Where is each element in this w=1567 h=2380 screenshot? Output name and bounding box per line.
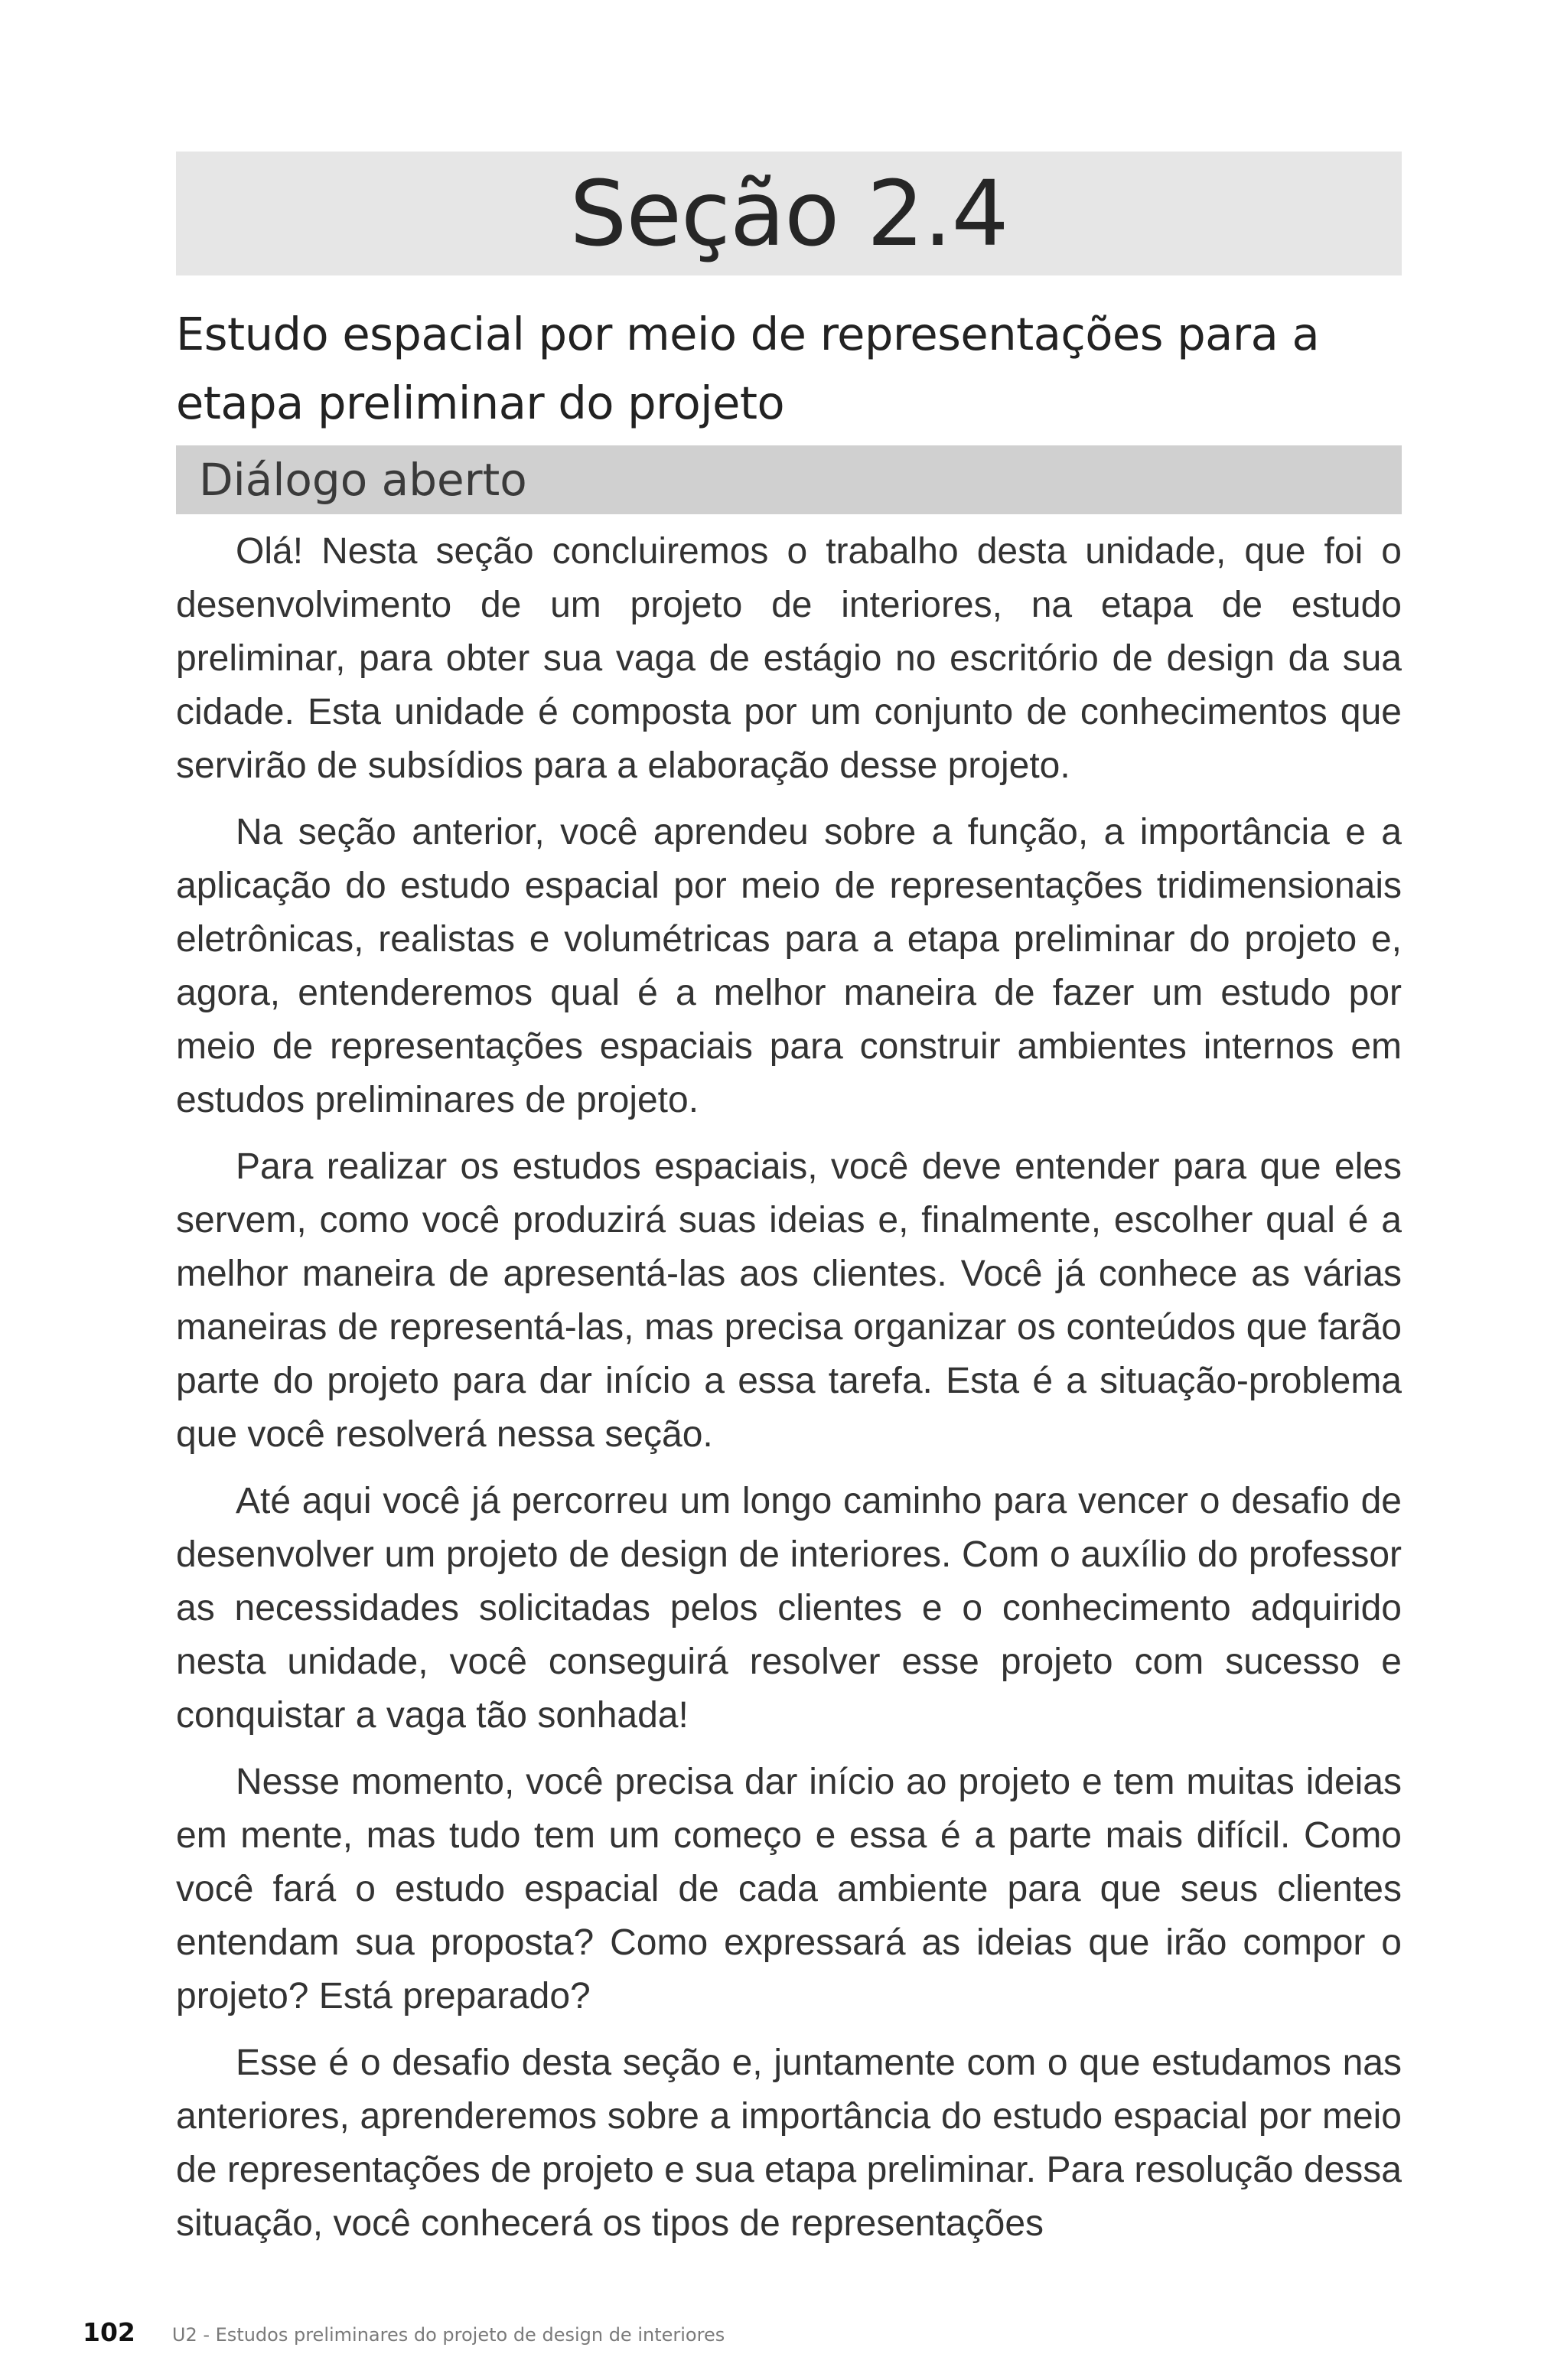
paragraph: Olá! Nesta seção concluiremos o trabalho desta unidade, que foi o desenvolvimento de um projeto de interiores, na etapa de estudo preliminar, para obter sua vaga de estágio no escritório de design da sua cidade. Esta unidade é composta por um conjunto de conhecimentos que servirão de subsídios para a elaboração desse projeto. [176, 531, 1402, 786]
dialog-banner [176, 445, 1402, 514]
page-number: 102 [83, 2317, 135, 2347]
chapter-heading: Estudo espacial por meio de representações para a etapa preliminar do projeto [176, 308, 1320, 429]
page-footer [83, 2317, 725, 2347]
body-text [176, 525, 1402, 2264]
paragraph: Na seção anterior, você aprendeu sobre a função, a importância e a aplicação do estudo espacial por meio de representações tridimensionais eletrônicas, realistas e volumétricas para a etapa preliminar do projeto e, agora, entenderemos qual é a melhor maneira de fazer um estudo por meio de representações espaciais para construir ambientes internos em estudos preliminares de projeto. [176, 812, 1402, 1120]
section-title: Seção 2.4 [569, 161, 1008, 266]
section-banner [176, 152, 1402, 275]
paragraph: Nesse momento, você precisa dar início ao projeto e tem muitas ideias em mente, mas tudo tem um começo e essa é a parte mais difícil. Como você fará o estudo espacial de cada ambiente para que seus clientes entendam sua proposta? Como expressará as ideias que irão compor o projeto? Está preparado? [176, 1762, 1402, 2016]
paragraph: Até aqui você já percorreu um longo caminho para vencer o desafio de desenvolver um projeto de design de interiores. Com o auxílio do professor as necessidades solicitadas pelos clientes e o conhecimento adquirido nesta unidade, você conseguirá resolver esse projeto com sucesso e conquistar a vaga tão sonhada! [176, 1481, 1402, 1736]
dialog-title: Diálogo aberto [199, 454, 527, 506]
paragraph: Para realizar os estudos espaciais, você deve entender para que eles servem, como você produzirá suas ideias e, finalmente, escolher qual é a melhor maneira de apresentá-las aos clientes. Você já conhece as várias maneiras de representá-las, mas precisa organizar os conteúdos que farão parte do projeto para dar início a essa tarefa. Esta é a situação-problema que você resolverá nessa seção. [176, 1146, 1402, 1455]
paragraph: Esse é o desafio desta seção e, juntamente com o que estudamos nas anteriores, aprenderemos sobre a importância do estudo espacial por meio de representações de projeto e sua etapa preliminar. Para resolução dessa situação, você conhecerá os tipos de representações [176, 2043, 1402, 2244]
running-footer-title: U2 - Estudos preliminares do projeto de design de interiores [171, 2324, 725, 2346]
